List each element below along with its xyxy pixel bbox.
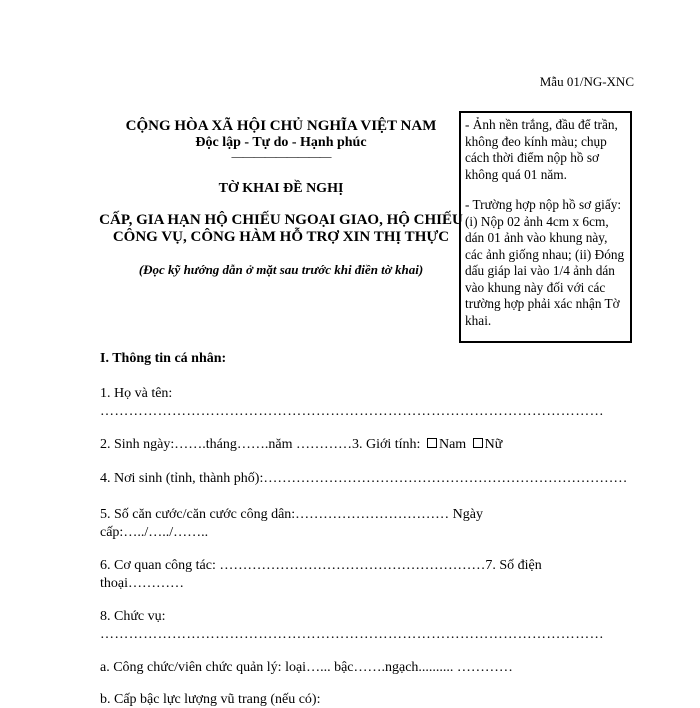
- gender-male-label: Nam: [438, 437, 467, 452]
- form-code: Mẫu 01/NG-XNC: [539, 74, 634, 89]
- field-full-name-label: 1. Họ và tên:: [100, 386, 173, 401]
- field-birth-date-text: 2. Sinh ngày:…….tháng…….năm …………3. Giới tính:: [100, 437, 424, 452]
- field-position-input[interactable]: ……………………………………………………………………………………………: [100, 627, 604, 642]
- photo-frame: [459, 111, 632, 343]
- checkbox-male[interactable]: [427, 438, 437, 448]
- field-birth-gender[interactable]: [100, 437, 502, 453]
- field-full-name-input[interactable]: ……………………………………………………………………………………………: [100, 404, 604, 419]
- header-separator: —————————: [231, 149, 331, 163]
- nation-title: CỘNG HÒA XÃ HỘI CHỦ NGHĨA VIỆT NAM: [125, 118, 437, 134]
- field-id-number[interactable]: 5. Số căn cước/căn cước công dân:…………………………… Ngày: [100, 507, 484, 522]
- document-subtitle: CẤP, GIA HẠN HỘ CHIẾU NGOẠI GIAO, HỘ CHIẾU CÔNG VỤ, CÔNG HÀM HỖ TRỢ XIN THỊ THỰC: [99, 212, 463, 245]
- photo-note-2: - Trường hợp nộp hồ sơ giấy: (i) Nộp 02 ảnh 4cm x 6cm, dán 01 ảnh vào khung này, các ảnh giống nhau; (ii) Đóng dấu giáp lai vào 1/4 ảnh dán vào khung này đối với các trường hợp phải xác nhận Tờ khai.: [465, 197, 625, 328]
- section-heading: I. Thông tin cá nhân:: [100, 351, 227, 366]
- national-motto: Độc lập - Tự do - Hạnh phúc: [195, 135, 367, 150]
- gender-female-label: Nữ: [484, 437, 503, 452]
- document-title: TỜ KHAI ĐỀ NGHỊ: [218, 181, 344, 196]
- field-military-rank[interactable]: b. Cấp bậc lực lượng vũ trang (nếu có):: [100, 692, 321, 707]
- field-phone-continued[interactable]: thoại…………: [100, 576, 184, 591]
- checkbox-female[interactable]: [473, 438, 483, 448]
- field-id-issue-date[interactable]: cấp:…../…../……..: [100, 525, 209, 540]
- field-workplace-phone[interactable]: 6. Cơ quan công tác: …………………………………………………7. Số điện: [100, 558, 542, 573]
- field-position-label: 8. Chức vụ:: [100, 609, 166, 624]
- field-civil-servant-grade[interactable]: a. Công chức/viên chức quản lý: loại…... bậc…….ngạch.......... …………: [100, 660, 513, 675]
- field-birth-place[interactable]: 4. Nơi sinh (tỉnh, thành phố):……………………………………………………………………: [100, 471, 628, 486]
- photo-note-1: - Ảnh nền trắng, đầu để trần, không đeo kính màu; chụp cách thời điểm nộp hồ sơ không quá 01 năm.: [465, 117, 618, 182]
- fill-instruction: (Đọc kỹ hướng dẫn ở mặt sau trước khi điền tờ khai): [138, 262, 424, 277]
